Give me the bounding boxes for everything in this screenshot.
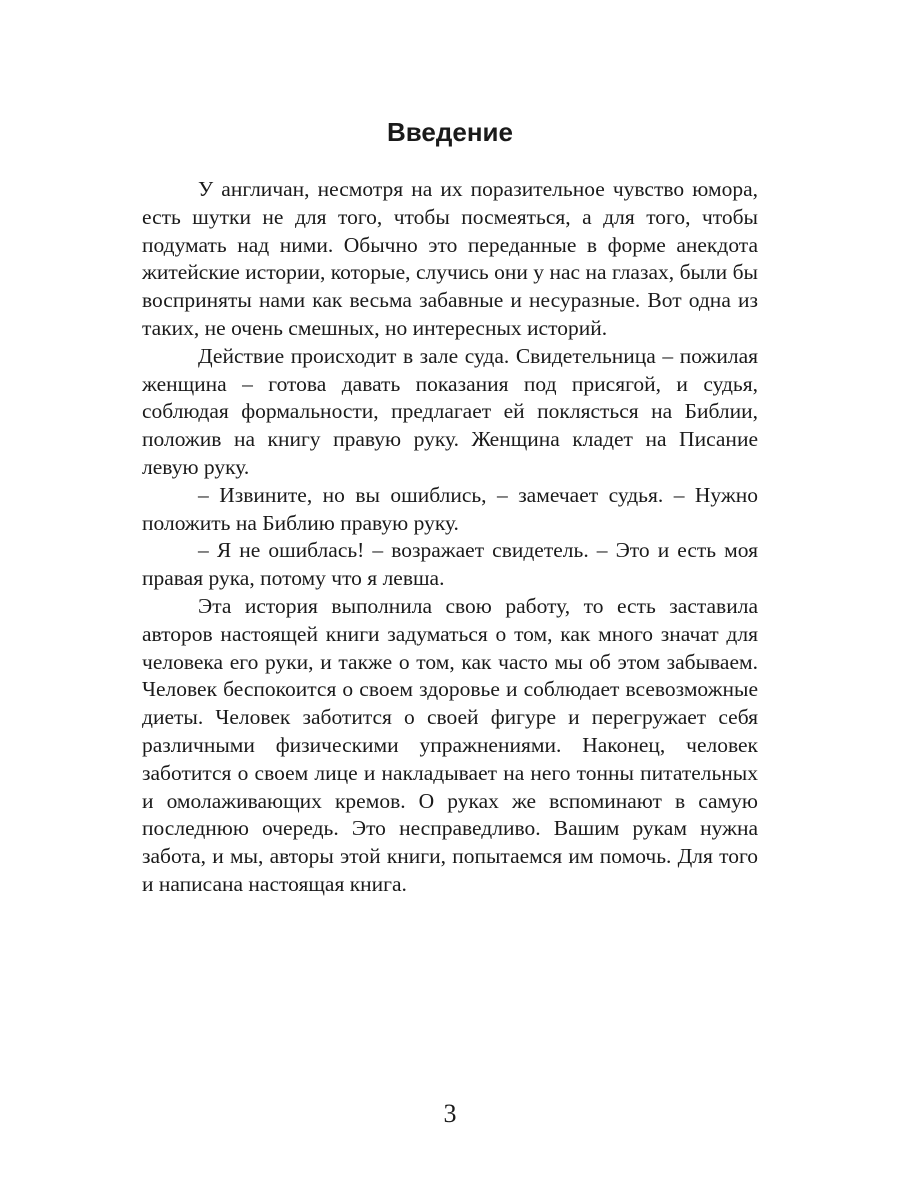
paragraph-courtroom: Действие происходит в зале суда. Свидетельница – пожилая женщина – готова давать показания под присягой, и судья, соблюдая формальности, предлагает ей поклясться на Библии, положив на книгу правую руку. Женщина кладет на Писание левую руку. (142, 343, 758, 479)
paragraph-witness-reply: – Я не ошиблась! – возражает свидетель. – Это и есть моя правая рука, потому что я левша. (142, 538, 758, 591)
paragraph-conclusion: Эта история выполнила свою работу, то есть заставила авторов настоящей книги задуматься о том, как много значат для человека его руки, и также о том, как часто мы об этом забываем. Человек беспокоится о своем здоровье и соблюдает всевозможные диеты. Человек заботится о своей фигуре и перегружает себя различными физическими упражнениями. Наконец, человек заботится о своем лице и накладывает на него тонны питательных и омолаживающих кремов. О руках же вспоминают в самую последнюю очередь. Это несправедливо. Вашим рукам нужна забота, и мы, авторы этой книги, попытаемся им помочь. Для того и написана настоящая книга. (142, 593, 758, 896)
chapter-body (142, 176, 758, 899)
page-number: 3 (443, 1099, 457, 1128)
paragraph-intro: У англичан, несмотря на их поразительное чувство юмора, есть шутки не для того, чтобы посмеяться, а для того, чтобы подумать над ними. Обычно это переданные в форме анекдота житейские истории, которые, случись они у нас на глазах, были бы восприняты нами как весьма забавные и несуразные. Вот одна из таких, не очень смешных, но интересных историй. (142, 177, 758, 340)
chapter-title: Введение (387, 117, 513, 147)
paragraph-judge-remark: – Извините, но вы ошиблись, – замечает судья. – Нужно положить на Библию правую руку. (142, 482, 758, 535)
